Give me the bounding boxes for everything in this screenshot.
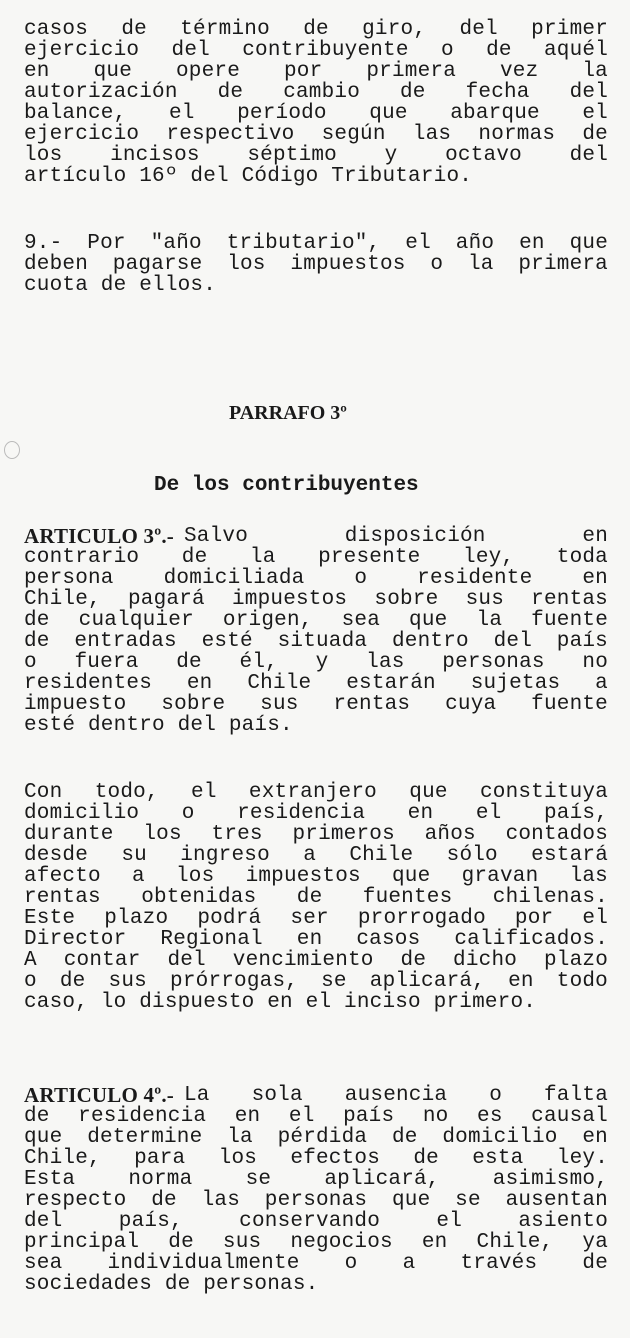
paragraph-9 [24,233,608,296]
section-heading: PARRAFO 3º [229,402,347,424]
text-line: de residencia en el país no es causal [24,1105,608,1128]
text-line: artículo 16º del Código Tributario. [24,165,473,188]
text-line: Esta norma se aplicará, asimismo, [24,1168,608,1191]
text-line: del país, conservando el asiento [24,1210,608,1233]
article-title: ARTICULO 4º.- [24,1083,174,1107]
text-line: ejercicio respectivo según las normas de [24,123,608,146]
paragraph-top [24,19,608,187]
article-first-line [24,1085,608,1106]
text-line: sea individualmente o a través de [24,1252,608,1275]
text-line: de cualquier origen, sea que la fuente [24,609,608,632]
text-line: Con todo, el extranjero que constituya [24,781,608,804]
text-line: los incisos séptimo y octavo del [24,144,608,167]
article-3-paragraph-2 [24,782,608,1013]
text-line: o de sus prórrogas, se aplicará, en todo [24,970,608,993]
article-4 [24,1085,608,1295]
text-line: de entradas esté situada dentro del país [24,630,608,653]
text-line: ejercicio del contribuyente o de aquél [24,39,608,62]
text-line: Este plazo podrá ser prorrogado por el [24,907,608,930]
article-first-line [24,526,608,547]
text-line: contrario de la presente ley, toda [24,546,608,569]
text-line: sociedades de personas. [24,1273,319,1296]
text-line: que determine la pérdida de domicilio en [24,1126,608,1149]
text-line: Salvo disposición en [183,525,608,548]
text-line: balance, el período que abarque el [24,102,608,125]
text-line: casos de término de giro, del primer [24,18,608,41]
text-line: desde su ingreso a Chile sólo estará [24,844,608,867]
article-title: ARTICULO 3º.- [24,524,174,548]
text-line: deben pagarse los impuestos o la primera [24,253,608,276]
text-line: domicilio o residencia en el país, [24,802,608,825]
section-subheading: De los contribuyentes [154,474,419,497]
text-line: rentas obtenidas de fuentes chilenas. [24,886,608,909]
text-line: esté dentro del país. [24,714,293,737]
text-line: respecto de las personas que se ausentan [24,1189,608,1212]
text-line: en que opere por primera vez la [24,60,608,83]
text-line: afecto a los impuestos que gravan las [24,865,608,888]
text-line: impuesto sobre sus rentas cuya fuente [24,693,608,716]
text-line: Chile, pagará impuestos sobre sus rentas [24,588,608,611]
text-line: cuota de ellos. [24,274,217,297]
scan-speck [4,441,20,459]
text-line: durante los tres primeros años contados [24,823,608,846]
text-line: caso, lo dispuesto en el inciso primero. [24,991,537,1014]
text-line: La sola ausencia o falta [183,1084,608,1107]
text-line: o fuera de él, y las personas no [24,651,608,674]
text-line: persona domiciliada o residente en [24,567,608,590]
text-line: principal de sus negocios en Chile, ya [24,1231,608,1254]
text-line: autorización de cambio de fecha del [24,81,608,104]
text-line: Chile, para los efectos de esta ley. [24,1147,608,1170]
article-3 [24,526,608,736]
text-line: Director Regional en casos calificados. [24,928,608,951]
text-line: residentes en Chile estarán sujetas a [24,672,608,695]
text-line: 9.- Por "año tributario", el año en que [24,232,608,255]
text-line: A contar del vencimiento de dicho plazo [24,949,608,972]
